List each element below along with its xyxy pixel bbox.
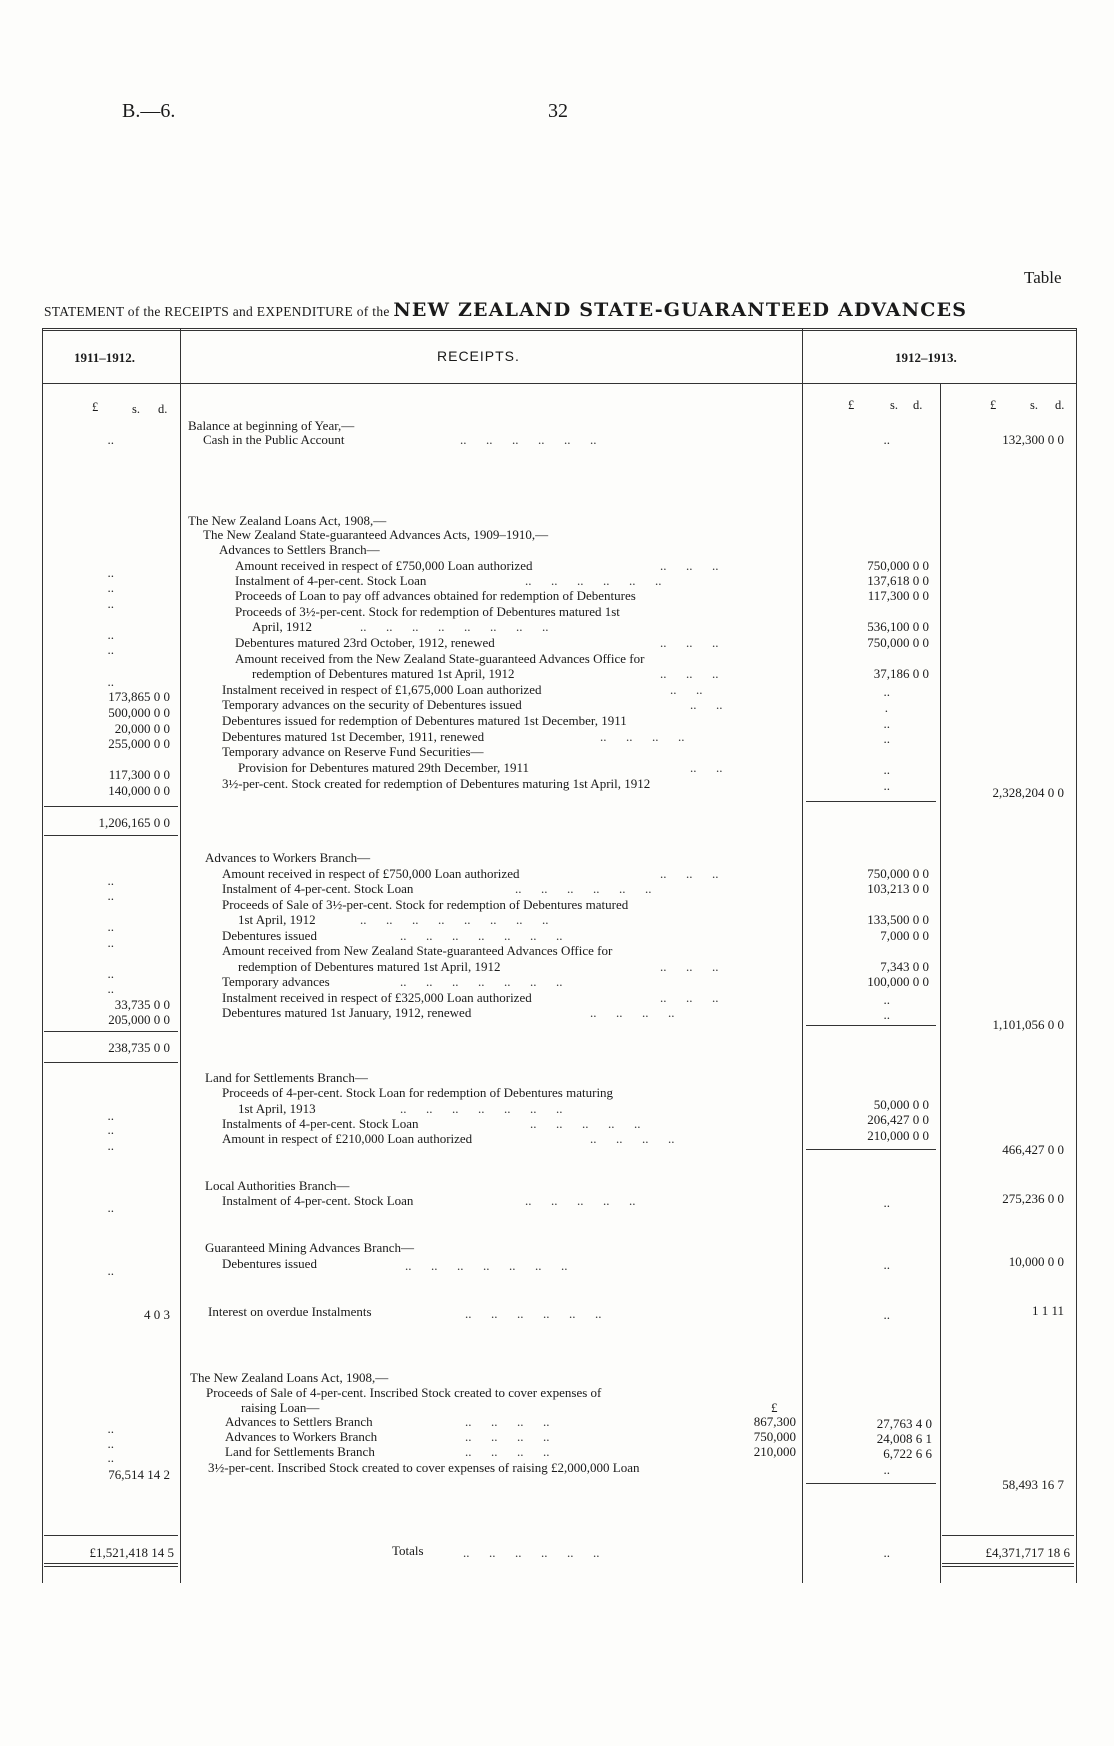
amount-1912-detail: 750,000 0 0: [867, 866, 929, 881]
subtotal-rule: [806, 801, 936, 802]
amount-1911: ..: [107, 1108, 114, 1123]
row-label: Debentures issued: [222, 1256, 317, 1271]
dot-leader: .. .. .. .. ..: [525, 1193, 636, 1208]
amount-1911: ..: [107, 981, 114, 996]
amount-1911: ..: [107, 596, 114, 611]
row-label: Amount received from New Zealand State-guaranteed Advances Office for: [222, 943, 613, 958]
amount-1912-detail: ..: [883, 1007, 890, 1022]
amount-1911: ..: [107, 1421, 114, 1436]
unit-s-right: s.: [1030, 398, 1038, 412]
amount-1912-detail: ..: [883, 992, 890, 1007]
row-label: Proceeds of Sale of 3½-per-cent. Stock for redemption of Debentures matured: [222, 897, 629, 912]
amount-1912-detail: 103,213 0 0: [867, 881, 929, 896]
row-label: The New Zealand Loans Act, 1908,—: [188, 513, 387, 528]
amount-1912-detail: 750,000 0 0: [867, 635, 929, 650]
amount-1911: ..: [107, 1436, 114, 1451]
row-label: Amount received in respect of £750,000 Loan authorized: [235, 558, 533, 573]
row-label: Instalments of 4-per-cent. Stock Loan: [222, 1116, 419, 1131]
row-label: Instalment received in respect of £1,675,000 Loan authorized: [222, 682, 542, 697]
dot-leader: .. ..: [690, 760, 723, 775]
dot-leader: .. .. .. ..: [590, 1131, 675, 1146]
left-border: [42, 328, 43, 1583]
amount-1911: 255,000 0 0: [108, 736, 170, 751]
amount-1911: 20,000 0 0: [114, 721, 170, 736]
subtotal-1911: 1,206,165 0 0: [98, 815, 170, 830]
subtotal-1911: 238,735 0 0: [108, 1040, 170, 1055]
unit-d-mid: d.: [913, 398, 923, 412]
amount-1912-detail: 117,300 0 0: [867, 588, 929, 603]
row-label: 1st April, 1913: [238, 1101, 316, 1116]
row-label: Instalment received in respect of £325,000 Loan authorized: [222, 990, 532, 1005]
row-label: Land for Settlements Branch—: [205, 1070, 368, 1085]
amount-1912-detail: 137,618 0 0: [867, 573, 929, 588]
unit-s-left: s.: [132, 402, 140, 416]
row-label: Guaranteed Mining Advances Branch—: [205, 1240, 415, 1255]
row-label: Instalment of 4-per-cent. Stock Loan: [235, 573, 427, 588]
amount-1911: ..: [107, 1450, 114, 1465]
dot-leader: .. .. .. .. .. .. .. ..: [360, 912, 549, 927]
sub-amount: 750,000: [753, 1429, 796, 1444]
dot-leader: .. ..: [670, 682, 703, 697]
dot-leader: .. .. ..: [660, 866, 719, 881]
row-label: Debentures matured 1st December, 1911, renewed: [222, 729, 485, 744]
amount-1912-detail: 6,722 6 6: [883, 1446, 932, 1461]
row-label: Balance at beginning of Year,—: [188, 418, 355, 433]
row-label: Debentures matured 23rd October, 1912, renewed: [235, 635, 495, 650]
amount-1912-total: 132,300 0 0: [1002, 432, 1064, 447]
subtotal-rule: [44, 1062, 178, 1063]
row-label: Advances to Settlers Branch: [225, 1414, 373, 1429]
row-label: 1st April, 1912: [238, 912, 316, 927]
amount-1911: 76,514 14 2: [108, 1467, 170, 1482]
amount-1911: ..: [107, 642, 114, 657]
row-label: Instalment of 4-per-cent. Stock Loan: [222, 881, 414, 896]
row-label: Amount received in respect of £750,000 Loan authorized: [222, 866, 520, 881]
row-label: The New Zealand Loans Act, 1908,—: [190, 1370, 389, 1385]
amount-1912-detail: 27,763 4 0: [876, 1416, 932, 1431]
col-divider-3: [940, 383, 941, 1583]
total-1912: £4,371,717 18 6: [985, 1545, 1070, 1560]
row-label: Provision for Debentures matured 29th December, 1911: [238, 760, 530, 775]
amount-1911: ..: [107, 1138, 114, 1153]
subtotal-rule: [44, 1031, 178, 1032]
row-label: raising Loan—: [241, 1400, 320, 1415]
row-label: Instalment of 4-per-cent. Stock Loan: [222, 1193, 414, 1208]
col-divider-1: [180, 328, 181, 1583]
dot-leader: .. .. ..: [660, 959, 719, 974]
top-rule-2: [42, 330, 1076, 331]
title-prefix: STATEMENT of the RECEIPTS and EXPENDITURE of the: [44, 304, 390, 319]
subtotal-1912: 58,493 16 7: [1002, 1477, 1064, 1492]
amount-1912-detail: ..: [883, 716, 890, 731]
header-rule: [42, 383, 1076, 384]
amount-1912-detail: 536,100 0 0: [867, 619, 929, 634]
amount-1911: ..: [107, 674, 114, 689]
total-1911: £1,521,418 14 5: [89, 1545, 174, 1560]
subtotal-1912: 10,000 0 0: [1008, 1254, 1064, 1269]
amount-1911: ..: [107, 565, 114, 580]
unit-pound-right: £: [990, 398, 997, 412]
amount-1911: 205,000 0 0: [108, 1012, 170, 1027]
row-label: Amount received from the New Zealand State-guaranteed Advances Office for: [235, 651, 645, 666]
amount-1911: ..: [107, 873, 114, 888]
dot-leader: .. .. .. .. .. .. ..: [400, 928, 563, 943]
row-label: Advances to Settlers Branch—: [219, 542, 380, 557]
dot-leader: .. ..: [690, 697, 723, 712]
row-label: 3½-per-cent. Stock created for redemption of Debentures maturing 1st April, 1912: [222, 776, 651, 791]
top-rule: [42, 328, 1076, 329]
amount-1912-detail: 37,186 0 0: [873, 666, 929, 681]
unit-pound-left: £: [92, 400, 99, 414]
subtotal-rule: [44, 835, 178, 836]
amount-1912-detail: 7,000 0 0: [880, 928, 929, 943]
amount-1911: ..: [107, 919, 114, 934]
total-double-rule: [942, 1566, 1074, 1567]
row-label: Debentures matured 1st January, 1912, renewed: [222, 1005, 472, 1020]
amount-1911: 500,000 0 0: [108, 705, 170, 720]
unit-pound-mid: £: [848, 398, 855, 412]
amount-1911: 33,735 0 0: [114, 997, 170, 1012]
amount-1911: 117,300 0 0: [108, 767, 170, 782]
row-label: The New Zealand State-guaranteed Advances Acts, 1909–1910,—: [203, 527, 549, 542]
subtotal-1912: 275,236 0 0: [1002, 1191, 1064, 1206]
row-label: Advances to Workers Branch: [225, 1429, 378, 1444]
dot-leader: .. .. .. .. .. .. .. ..: [360, 619, 549, 634]
dot-leader: .. .. .. .. .. .. ..: [400, 974, 563, 989]
table-label: Table: [1024, 268, 1062, 287]
amount-1911: ..: [107, 432, 114, 447]
dot-leader: .. .. .. ..: [465, 1414, 550, 1429]
col-head-left-year: 1911–1912.: [74, 350, 136, 365]
amount-1911: 4 0 3: [144, 1307, 170, 1322]
page-reference: B.—6.: [122, 100, 176, 122]
row-label: Debentures issued for redemption of Debentures matured 1st December, 1911: [222, 713, 627, 728]
amount-1911: ..: [107, 580, 114, 595]
col-head-right-year: 1912–1913.: [895, 350, 957, 365]
row-label: Interest on overdue Instalments: [208, 1304, 372, 1319]
amount-1912-detail: ..: [883, 1462, 890, 1477]
row-label: redemption of Debentures matured 1st April, 1912: [238, 959, 501, 974]
amount-1912-detail: 750,000 0 0: [867, 558, 929, 573]
subtotal-1912: 466,427 0 0: [1002, 1142, 1064, 1157]
total-double-rule: [942, 1563, 1074, 1564]
dot-leader: .. .. .. .. .. ..: [460, 432, 597, 447]
amount-1911: ..: [107, 1263, 114, 1278]
amount-1911: ..: [107, 966, 114, 981]
amount-1912-detail: 210,000 0 0: [867, 1128, 929, 1143]
amount-1912-detail: ..: [883, 762, 890, 777]
row-label: Proceeds of Sale of 4-per-cent. Inscribed Stock created to cover expenses of: [206, 1385, 602, 1400]
row-label: Temporary advance on Reserve Fund Securities—: [222, 744, 484, 759]
amount-1912-detail: 100,000 0 0: [867, 974, 929, 989]
dot-leader: .. .. ..: [660, 635, 719, 650]
amount-1911: ..: [107, 1200, 114, 1215]
amount-1912-detail: 133,500 0 0: [867, 912, 929, 927]
total-rule: [44, 1535, 178, 1536]
total-rule: [942, 1535, 1074, 1536]
dot-leader: .. .. .. .. ..: [530, 1116, 641, 1131]
dot-leader: .. .. .. .. .. ..: [463, 1545, 600, 1560]
amount-1911: ..: [107, 888, 114, 903]
subtotal-rule: [44, 806, 178, 807]
dot-leader: .. .. .. ..: [600, 729, 685, 744]
amount-1912-detail: ..: [883, 1195, 890, 1210]
unit-d-left: d.: [158, 402, 168, 416]
title-main: NEW ZEALAND STATE-GUARANTEED ADVANCES: [393, 299, 968, 321]
dot-leader: .. .. ..: [660, 558, 719, 573]
row-label: 3½-per-cent. Inscribed Stock created to cover expenses of raising £2,000,000 Loan: [208, 1460, 640, 1475]
subtotal-1912: 1,101,056 0 0: [992, 1017, 1064, 1032]
dot-leader: .. .. .. ..: [465, 1429, 550, 1444]
row-label: April, 1912: [252, 619, 312, 634]
statement-title: [44, 299, 967, 321]
sub-amount: 867,300: [753, 1414, 796, 1429]
subtotal-1912: 2,328,204 0 0: [992, 785, 1064, 800]
row-label: Proceeds of 3½-per-cent. Stock for redemption of Debentures matured 1st: [235, 604, 620, 619]
pound-unit: £: [771, 1400, 778, 1415]
dot-leader: .. .. ..: [660, 666, 719, 681]
dot-leader: .. .. .. .. .. .. ..: [400, 1101, 563, 1116]
amount-1911: ..: [107, 627, 114, 642]
amount-1912-detail: 7,343 0 0: [880, 959, 929, 974]
row-label: Proceeds of 4-per-cent. Stock Loan for redemption of Debentures maturing: [222, 1085, 614, 1100]
dot-leader: .. .. .. ..: [465, 1444, 550, 1459]
amount-1912-detail: ..: [883, 778, 890, 793]
row-label: Cash in the Public Account: [203, 432, 345, 447]
amount-1912-detail: ..: [883, 684, 890, 699]
dot-leader: .. .. .. .. .. ..: [515, 881, 652, 896]
dot-leader: .. .. .. .. .. ..: [525, 573, 662, 588]
totals-label: Totals: [392, 1543, 424, 1558]
total-1912-detail: ..: [883, 1545, 890, 1560]
unit-s-mid: s.: [890, 398, 898, 412]
amount-1911: ..: [107, 1122, 114, 1137]
row-label: redemption of Debentures matured 1st April, 1912: [252, 666, 515, 681]
row-label: Amount in respect of £210,000 Loan authorized: [222, 1131, 473, 1146]
amount-1912-detail: ..: [883, 432, 890, 447]
sub-amount: 210,000: [753, 1444, 796, 1459]
right-border: [1076, 328, 1077, 1583]
amount-1911: 140,000 0 0: [108, 783, 170, 798]
subtotal-rule: [806, 1025, 936, 1026]
amount-1911: ..: [107, 935, 114, 950]
amount-1912-detail: 24,008 6 1: [876, 1431, 932, 1446]
amount-1912-detail: ..: [883, 1257, 890, 1272]
subtotal-1912: 1 1 11: [1031, 1303, 1064, 1318]
row-label: Local Authorities Branch—: [205, 1178, 350, 1193]
dot-leader: .. .. .. .. .. .. ..: [405, 1258, 568, 1273]
total-double-rule: [44, 1563, 178, 1564]
page-number: 32: [548, 100, 568, 122]
row-label: Proceeds of Loan to pay off advances obtained for redemption of Debentures: [235, 588, 636, 603]
subtotal-rule: [806, 1149, 936, 1150]
col-divider-2: [802, 328, 803, 1583]
dot-leader: .. .. .. .. .. ..: [465, 1306, 602, 1321]
col-head-receipts: RECEIPTS.: [437, 348, 520, 364]
amount-1912-detail: ..: [883, 1307, 890, 1322]
dot-leader: .. .. .. ..: [590, 1005, 675, 1020]
total-double-rule: [44, 1566, 178, 1567]
row-label: Land for Settlements Branch: [225, 1444, 375, 1459]
row-label: Advances to Workers Branch—: [205, 850, 371, 865]
amount-1912-detail: ..: [883, 731, 890, 746]
amount-1911: 173,865 0 0: [108, 689, 170, 704]
row-label: Temporary advances on the security of Debentures issued: [222, 697, 522, 712]
amount-1912-detail: .: [884, 700, 888, 715]
row-label: Debentures issued: [222, 928, 317, 943]
unit-d-right: d.: [1055, 398, 1065, 412]
amount-1912-detail: 50,000 0 0: [873, 1097, 929, 1112]
dot-leader: .. .. ..: [660, 990, 719, 1005]
amount-1912-detail: 206,427 0 0: [867, 1112, 929, 1127]
row-label: Temporary advances: [222, 974, 330, 989]
subtotal-rule: [806, 1483, 936, 1484]
